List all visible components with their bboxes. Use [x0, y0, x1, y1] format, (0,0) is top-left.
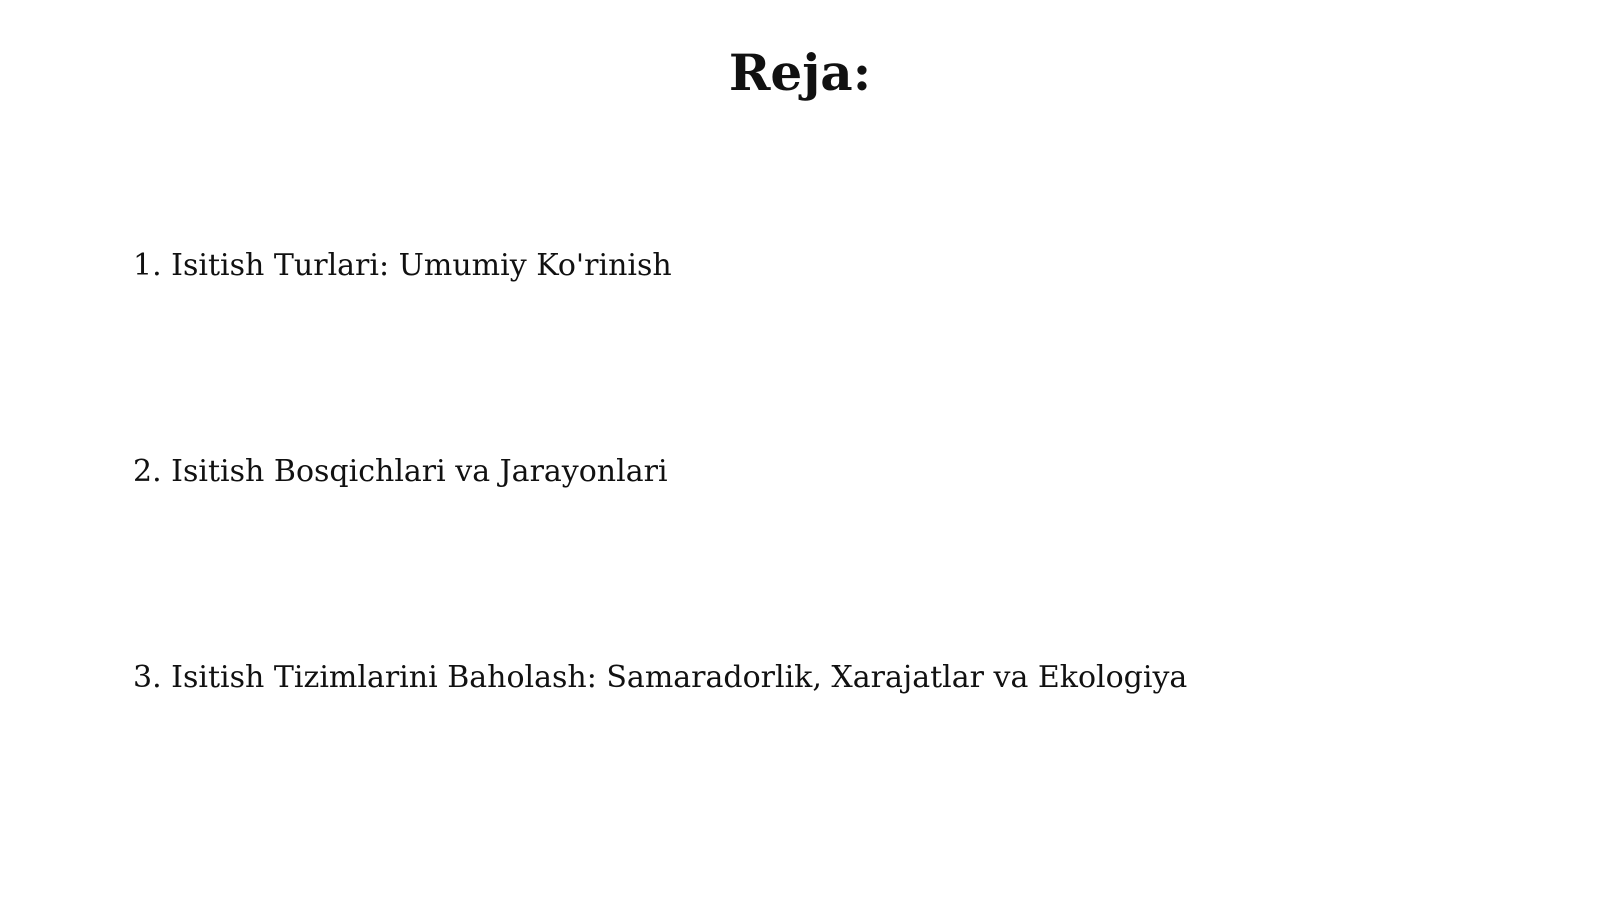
plan-item-2: 2. Isitish Bosqichlari va Jarayonlari	[133, 454, 668, 489]
plan-item-1: 1. Isitish Turlari: Umumiy Ko'rinish	[133, 248, 672, 283]
plan-item-3: 3. Isitish Tizimlarini Baholash: Samaradorlik, Xarajatlar va Ekologiya	[133, 660, 1188, 695]
slide-title: Reja:	[728, 43, 872, 102]
plan-list	[133, 246, 1187, 698]
